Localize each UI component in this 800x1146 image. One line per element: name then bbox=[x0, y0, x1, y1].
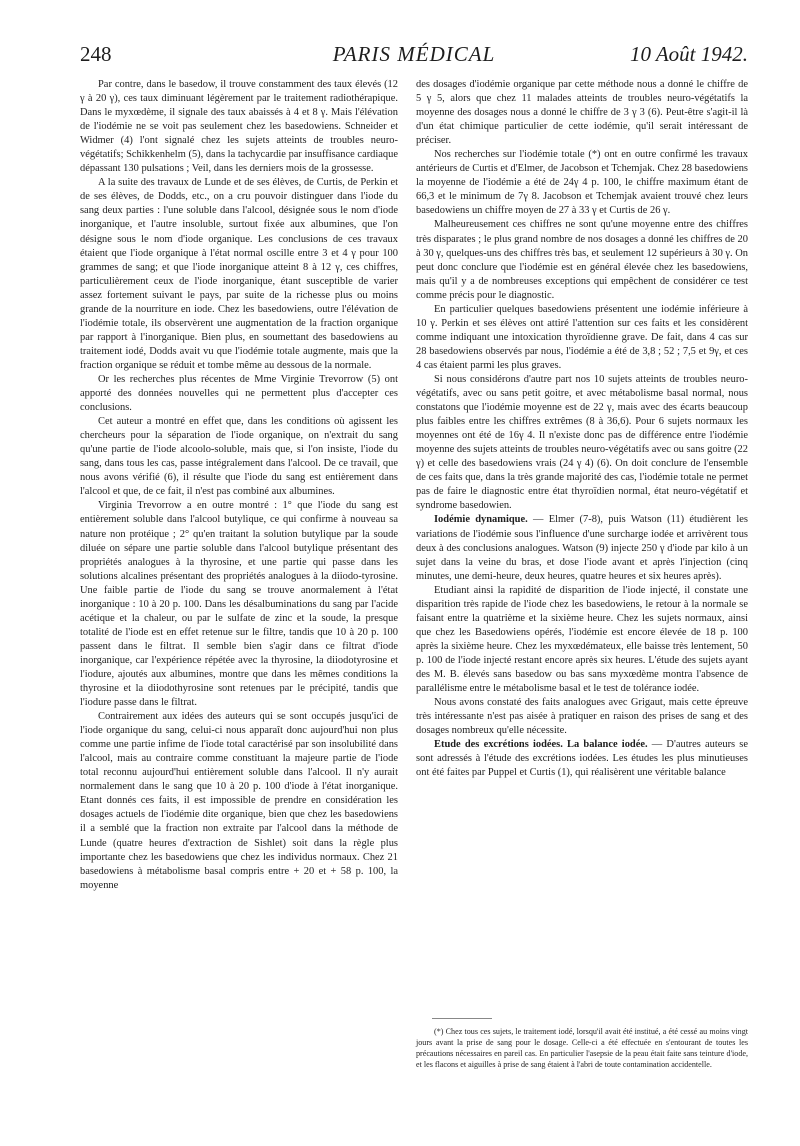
section-heading: Iodémie dynamique. bbox=[434, 514, 528, 526]
page-header bbox=[80, 42, 748, 74]
section-text: — D'autres auteurs se sont adressés à l'étude des excrétions iodées. Les études les plus minutieuses ont été faites par Puppel et Curtis (1), qui réalisèrent une véritable balance bbox=[416, 739, 748, 779]
paragraph: En particulier quelques basedowiens présentent une iodémie inférieure à 10 γ. Perkin et ses élèves ont attiré l'attention sur ces faits et les considèrent comme indiquant une intoxication thyroïdienne grave. De fait, dans 4 cas sur 28 basedowiens observés par nous, l'iodémie a été de 3,8 ; 52 ; 7,5 et 9γ, et ces 4 cas étaient parmi les plus graves. bbox=[416, 303, 748, 371]
paragraph: Nous avons constaté des faits analogues avec Grigaut, mais cette épreuve très intéressante n'est pas aisée à pratiquer en raison des prises de sang et des dosages nombreux qu'elle nécessite. bbox=[416, 697, 748, 737]
section-text: — Elmer (7-8), puis Watson (11) étudièrent les variations de l'iodémie sous l'influence d'une surcharge iodée et arrivèrent tous deux à des conclusions analogues. Watson (9) injecte 250 γ d'iode par kilo à un sujet dans la veine du bras, et dose l'iode avant et après l'injection (cinq minutes, une demi-heure, deux heures, quatre heures et six heures après). bbox=[416, 514, 748, 582]
paragraph: Par contre, dans le basedow, il trouve constamment des taux élevés (12 γ à 20 γ), ces taux diminuant légèrement par le traitement radiothérapique. Dans le myxœdème, il signale des taux abaissés à 4 et 8 γ. Mais l'élévation de l'iodémie ne se voit pas seulement chez les basedowiens. Schneider et Widmer (4) l'ont signalé chez les sujets atteints de troubles neuro-végétatifs; Schikkenhelm (5), dans la tachycardie par insuffisance cardiaque dépassant 130 pulsations ; Veil, dans les derniers mois de la grossesse. bbox=[80, 79, 398, 175]
paragraph: Or les recherches plus récentes de Mme Virginie Trevorrow (5) ont apporté des données nouvelles qui ne permettent plus d'accepter ces conclusions. bbox=[80, 373, 398, 414]
section-excretions bbox=[416, 738, 748, 780]
paragraph: des dosages d'iodémie organique par cette méthode nous a donné le chiffre de 5 γ 5, alors que chez 11 malades atteints de troubles neuro-végétatifs la moyenne des dosages nous a donné le chiffre de 3 γ 3 (6). Peut-être s'agit-il là d'un état chimique particulier de cette iodémie, qu'il serait intéressant de préciser. bbox=[416, 79, 748, 147]
paragraph: Contrairement aux idées des auteurs qui se sont occupés jusqu'ici de l'iode organique du sang, celui-ci nous apparaît donc aujourd'hui non plus comme une partie infime de l'iode total caractérisé par son insolubilité dans l'alcool, mais au contraire comme constituant la majeure partie de l'iode total reconnu aujourd'hui entièrement soluble dans l'alcool. Il n'y aurait normalement dans le sang que 10 à 20 p. 100 d'iode à l'état inorganique. Etant donnés ces faits, il est impossible de prendre en considération les dosages actuels de l'iodémie dite organique, bien que chez les basedowiens il a semblé que la fraction non extraite par l'alcool dans la méthode de Lunde (quatre heures d'extraction de Sishlet) soit dans la règle plus importante chez les basedowiens que chez les individus normaux. Chez 21 basedowiens à métabolisme basal compris entre + 20 et + 58 p. 100, la moyenne bbox=[80, 711, 398, 891]
journal-title: PARIS MÉDICAL bbox=[332, 42, 496, 66]
page-number: 248 bbox=[80, 42, 112, 66]
paragraph: Nos recherches sur l'iodémie totale (*) ont en outre confirmé les travaux antérieurs de Curtis et d'Elmer, de Jacobson et Tchemjak. Chez 28 basedowiens la moyenne de l'iodémie a été de 24γ 4 p. 100, le chiffre maximum étant de 66,3 et le minimum de 7γ 8. Jacobson et Tchemjak avaient trouvé chez leurs basedowiens un chiffre moyen de 27 à 33 γ et Curtis de 26 γ. bbox=[416, 149, 748, 217]
right-column bbox=[416, 78, 748, 780]
paragraph: Etudiant ainsi la rapidité de disparition de l'iode injecté, il constate une disparition très rapide de l'iode chez les basedowiens, le retour à la normale se faisant entre la quatrième et la sixième heure. Chez les sujets normaux, ainsi que chez les Basedowiens opérés, l'iodémie est encore élevée de 18 p. 100 après la sixième heure. Chez les myxœdémateux, elle baisse très lentement, 50 p. 100 de l'iode injecté restant encore après six heures. L'étude des sujets ayant des M. B. élevés sans basedow ou bas sans myxœdème montra l'absence de parallélisme entre le métabolisme basal et le test de tolérance iodée. bbox=[416, 584, 748, 695]
left-column bbox=[80, 78, 398, 893]
paragraph: Malheureusement ces chiffres ne sont qu'une moyenne entre des chiffres très disparates ; le plus grand nombre de nos dosages a donné les chiffres de 20 à 30 γ, quelques-uns des chiffres très bas, et seulement 12 supérieurs à 30 γ. On peut donc conclure que l'iodémie est en général élevée chez les basedowiens, mais qu'il y a de nombreuses exceptions qui empêchent de considérer ce test comme précis pour le diagnostic. bbox=[416, 219, 748, 301]
issue-date: 10 Août 1942. bbox=[629, 42, 748, 66]
section-iodemie-dynamique bbox=[416, 513, 748, 583]
footnote-divider bbox=[432, 1018, 492, 1019]
footnote bbox=[416, 1026, 748, 1070]
paragraph: Si nous considérons d'autre part nos 10 sujets atteints de troubles neuro-végétatifs, avec ou sans petit goitre, et avec métabolisme basal normal, nous constatons que l'iodémie moyenne est de 22 γ, mais avec des écarts beaucoup plus faibles entre les chiffres extrêmes (8 à 36,6). Pour 6 sujets normaux les moyennes ont été de 16γ 4. Il n'existe donc pas de différence entre l'iodémie moyenne des sujets atteints de troubles neuro-végétatifs avec ou sans goitre (22 γ) et celle des basedowiens vrais (24 γ 4) (6). On doit conclure de l'ensemble de ces faits que, dans la très grande majorité des cas, l'iodémie totale ne permet pas de faire le diagnostic entre état thyroïdien normal, état neuro-végétatif et syndrome basedowien. bbox=[416, 373, 748, 512]
section-heading: Etude des excrétions iodées. La balance iodée. bbox=[434, 739, 648, 751]
paragraph: Virginia Trevorrow a en outre montré : 1° que l'iode du sang est entièrement soluble dans l'alcool butylique, ce qui confirme à nouveau sa nature non protéique ; 2° qu'en traitant la solution butylique par la soude diluée on sépare une partie soluble dans l'alcool butylique présentant des propriétés analogues à la thyrosine, et une partie qui passe dans les solutions alcalines présentant des propriétés analogues à la diiodo-tyrosine. Une faible partie de l'iode du sang se trouve anormalement à l'état inorganique : 10 à 20 p. 100. Dans les désalbuminations du sang par l'acide acétique et la chaleur, ou par le sulfate de zinc et la soude, la presque totalité de l'iode est en effet retenue sur le filtre, tandis que 10 à 20 p. 100 passent dans le filtrat. Il semble bien s'agir dans ce filtrat d'iode inorganique, car l'expérience répétée avec la thyrosine, la diiodotyrosine et l'iodure, ajoutés aux albumines, montre que dans les mêmes conditions la thyrosine et la diiodothyrosine sont retenues par le précipité, tandis que l'iodure passe dans le filtrat. bbox=[80, 500, 398, 709]
paragraph: A la suite des travaux de Lunde et de ses élèves, de Curtis, de Perkin et de ses élèves, de Dodds, etc., on a cru pouvoir distinguer dans l'iode du sang deux parties : l'une soluble dans l'alcool, désignée sous le nom d'iode inorganique, et l'autre insoluble, surtout fixée aux albumines, que l'on désigne sous le nom d'iode organique. Les conclusions de ces travaux étaient que l'iode organique à l'état normal oscille entre 3 et 4 γ pour 100 grammes de sang; et que l'iode inorganique atteint 8 à 12 γ, ces chiffres, particulièrement ceux de l'iode inorganique, étant susceptible de varier assez fortement suivant le pays, par suite de la richesse plus ou moins grande de la nourriture en iode. Chez les basedowiens, outre l'élévation de l'iodémie totale, ils observèrent une augmentation de la fraction organique par rapport à l'inorganique. Bien plus, en soumettant des basedowiens au traitement iodé, Dodds avait vu que l'iodémie totale augmente, mais que la fraction organique se réduit et tombe même au dessous de la normale. bbox=[80, 177, 398, 371]
paragraph: Cet auteur a montré en effet que, dans les conditions où agissent les chercheurs pour la séparation de l'iode organique, on n'extrait du sang qu'une partie de l'iode alcoolo-soluble, mais que, si l'on insiste, l'iode du sang, dans tous les cas, passe intégralement dans l'alcool. De ce travail, que nous avons vérifié (6), il résulte que l'iode du sang est entièrement dans l'alcool et que, de ce fait, il n'est pas combiné aux albumines. bbox=[80, 416, 398, 498]
footnote-text: (*) Chez tous ces sujets, le traitement iodé, lorsqu'il avait été institué, a été cessé au moins vingt jours avant la prise de sang pour le dosage. Celle-ci a été effectuée en s'entourant de toutes les précautions nécessaires en pareil cas. En particulier l'asepsie de la peau était faite sans teinture d'iode, et les flacons et aiguilles à prise de sang étaient à l'abri de toute contamination accidentelle. bbox=[416, 1027, 748, 1070]
